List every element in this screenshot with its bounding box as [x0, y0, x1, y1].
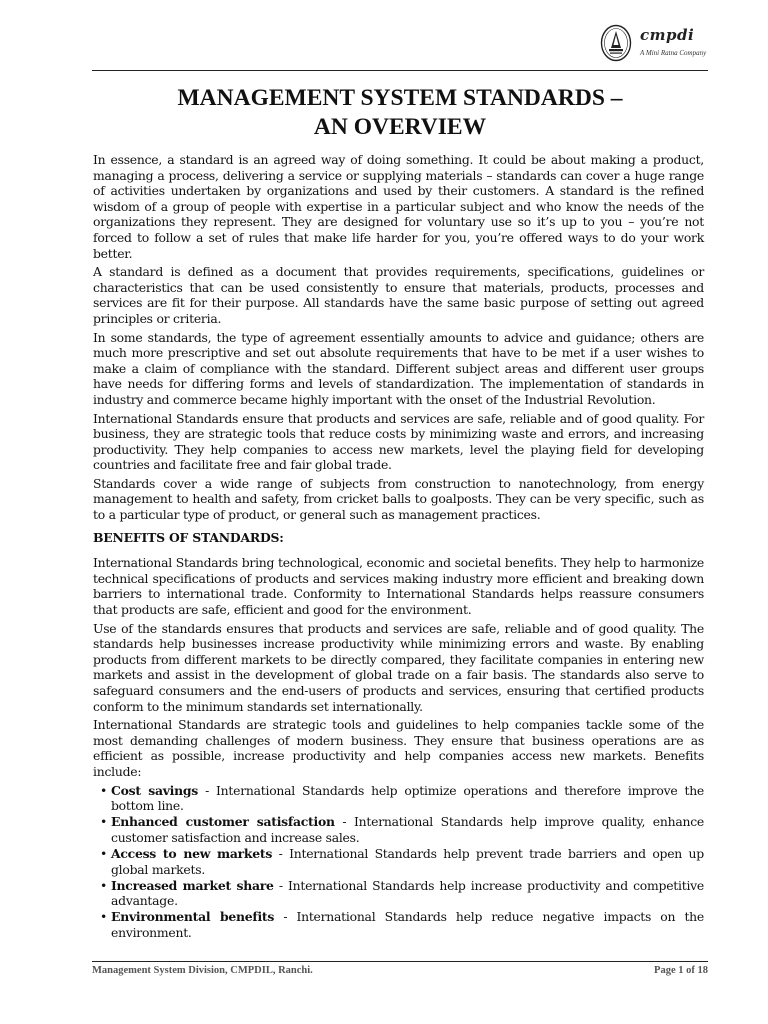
benefits-list — [93, 783, 704, 941]
company-seal-icon — [600, 24, 632, 62]
benefit-text: - International Standards help increase productivity and competitive advantage. — [111, 877, 704, 909]
benefits-paragraph: Use of the standards ensures that products and services are safe, reliable and of good quality. The standards help businesses increase productivity while minimizing errors and waste. By enabling products from different markets to be directly compared, they facilitate companies in entering new markets and assist in the development of global trade on a fair basis. The standards also serve to safeguard consumers and the end-users of products and services, ensuring that certified products conform to the minimum standards set internationally. — [93, 620, 704, 714]
benefit-term: Enhanced customer satisfaction — [111, 814, 335, 830]
intro-paragraph: A standard is defined as a document that provides requirements, specifications, guidelines or characteristics that can be used consistently to ensure that materials, products, processes and services are fit for their purpose. All standards have the same basic purpose of setting out agreed principles or criteria. — [93, 264, 704, 326]
title-line-1: MANAGEMENT SYSTEM STANDARDS – — [177, 85, 623, 111]
benefit-text: - International Standards help improve quality, enhance customer satisfaction and increase sales. — [111, 814, 704, 845]
benefit-text: - International Standards help optimize operations and therefore improve the bottom line. — [111, 782, 705, 814]
benefit-text: - International Standards help reduce negative impacts on the environment. — [111, 909, 704, 940]
benefit-term: Cost savings — [111, 782, 199, 798]
benefit-term: Environmental benefits — [111, 909, 275, 925]
page-footer — [92, 961, 708, 976]
benefit-term: Increased market share — [111, 877, 274, 893]
title-line-2: AN OVERVIEW — [313, 114, 487, 140]
benefits-heading: BENEFITS OF STANDARDS: — [93, 529, 284, 545]
benefit-item — [93, 878, 704, 909]
page-header — [92, 18, 708, 71]
intro-paragraph: In some standards, the type of agreement essentially amounts to advice and guidance; others are much more prescriptive and set out absolute requirements that have to be met if a user wishes to make a claim of compliance with the standard. Different subject areas and different user groups have needs for differing forms and levels of standardization. The implementation of standards in industry and commerce became highly important with the onset of the Industrial Revolution. — [93, 329, 704, 407]
footer-division: Management System Division, CMPDIL, Ranchi. — [92, 965, 313, 976]
benefit-item — [93, 814, 704, 845]
intro-paragraph: In essence, a standard is an agreed way of doing something. It could be about making a product, managing a process, delivering a service or supplying materials – standards can cover a huge range of activities undertaken by organizations and used by their customers. A standard is the refined wisdom of a group of people with expertise in a particular subject and who know the needs of the organizations they represent. They are designed for voluntary use so it’s up to you – you’re not forced to follow a set of rules that make life harder for you, you’re offered ways to do your work better. — [93, 152, 704, 261]
document-body — [93, 152, 704, 941]
document-title — [92, 84, 708, 142]
company-logo — [600, 22, 708, 66]
benefit-item — [93, 846, 704, 877]
intro-paragraph: Standards cover a wide range of subjects from construction to nanotechnology, from energy management to health and safety, from cricket balls to goalposts. They can be very specific, such as to a particular type of product, or general such as management practices. — [93, 475, 704, 523]
benefits-paragraph: International Standards bring technological, economic and societal benefits. They help to harmonize technical specifications of products and services making industry more efficient and breaking down barriers to international trade. Conformity to International Standards helps reassure consumers that products are safe, efficient and good for the environment. — [93, 555, 704, 618]
logo-tagline: A Mini Ratna Company — [640, 49, 707, 57]
intro-paragraph: International Standards ensure that products and services are safe, reliable and of good quality. For business, they are strategic tools that reduce costs by minimizing waste and errors, and increasing productivity. They help companies to access new markets, level the playing field for developing countries and facilitate free and fair global trade. — [93, 410, 704, 473]
benefit-text: - International Standards help prevent trade barriers and open up global markets. — [111, 845, 704, 877]
benefits-paragraph: International Standards are strategic tools and guidelines to help companies tackle some of the most demanding challenges of modern business. They ensure that business operations are as efficient as possible, increase productivity and help companies access new markets. Benefits include: — [93, 717, 704, 779]
benefit-item — [93, 783, 704, 814]
logo-name: cmpdi — [640, 26, 695, 44]
benefit-term: Access to new markets — [111, 845, 273, 861]
benefit-item — [93, 909, 704, 940]
page-number: Page 1 of 18 — [654, 965, 708, 976]
